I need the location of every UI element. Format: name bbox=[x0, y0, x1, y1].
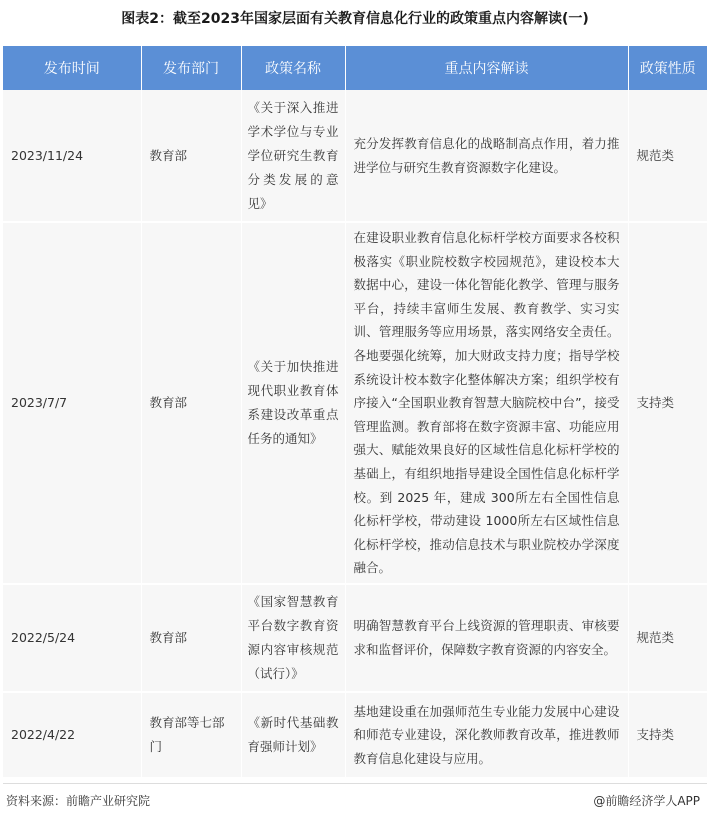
table-header-row bbox=[3, 46, 707, 90]
cell-date: 2022/4/22 bbox=[3, 692, 141, 778]
header-nature: 政策性质 bbox=[628, 46, 707, 90]
header-dept: 发布部门 bbox=[141, 46, 241, 90]
cell-date: 2023/11/24 bbox=[3, 90, 141, 222]
cell-nature: 支持类 bbox=[628, 692, 707, 778]
cell-dept: 教育部 bbox=[141, 584, 241, 692]
table-row bbox=[3, 90, 707, 222]
table-row bbox=[3, 692, 707, 778]
cell-policy-name: 《国家智慧教育平台数字教育资源内容审核规范（试行）》 bbox=[241, 584, 345, 692]
cell-policy-name: 《新时代基础教育强师计划》 bbox=[241, 692, 345, 778]
source-note: 资料来源：前瞻产业研究院 bbox=[6, 794, 151, 808]
cell-nature: 规范类 bbox=[628, 584, 707, 692]
brand-credit: @前瞻经济学人APP bbox=[593, 794, 700, 808]
figure-title: 图表2：截至2023年国家层面有关教育信息化行业的政策重点内容解读(一) bbox=[121, 11, 589, 27]
cell-content: 基地建设重在加强师范生专业能力发展中心建设和师范专业建设，深化教师教育改革，推进教师教育信息化建设与应用。 bbox=[345, 692, 628, 778]
cell-content: 充分发挥教育信息化的战略制高点作用，着力推进学位与研究生教育资源数字化建设。 bbox=[345, 90, 628, 222]
cell-policy-name: 《关于加快推进现代职业教育体系建设改革重点任务的通知》 bbox=[241, 222, 345, 584]
cell-date: 2022/5/24 bbox=[3, 584, 141, 692]
policy-table bbox=[3, 46, 707, 779]
footer-divider bbox=[3, 783, 707, 784]
cell-dept: 教育部 bbox=[141, 90, 241, 222]
cell-nature: 规范类 bbox=[628, 90, 707, 222]
cell-nature: 支持类 bbox=[628, 222, 707, 584]
cell-dept: 教育部 bbox=[141, 222, 241, 584]
cell-content: 在建设职业教育信息化标杆学校方面要求各校积极落实《职业院校数字校园规范》，建设校本大数据中心，建设一体化智能化教学、管理与服务平台，持续丰富师生发展、教育教学、实习实训、管理服务等应用场景，落实网络安全责任。各地要强化统筹，加大财政支持力度；指导学校系统设计校本数字化整体解决方案；组织学校有序接入“全国职业教育智慧大脑院校中台”，接受管理监测。教育部将在数字资源丰富、功能应用强大、赋能效果良好的区域性信息化标杆学校的基础上，有组织地指导建设全国性信息化标杆学校。到 2025 年，建成 300所左右全国性信息化标杆学校，带动建设 1000所左右区域性信息化标杆学校，推动信息技术与职业院校办学深度融合。 bbox=[345, 222, 628, 584]
table-row bbox=[3, 584, 707, 692]
header-content: 重点内容解读 bbox=[345, 46, 628, 90]
table-row bbox=[3, 222, 707, 584]
cell-dept: 教育部等七部门 bbox=[141, 692, 241, 778]
cell-policy-name: 《关于深入推进学术学位与专业学位研究生教育分类发展的意见》 bbox=[241, 90, 345, 222]
header-date: 发布时间 bbox=[3, 46, 141, 90]
header-name: 政策名称 bbox=[241, 46, 345, 90]
cell-content: 明确智慧教育平台上线资源的管理职责、审核要求和监督评价，保障数字教育资源的内容安全。 bbox=[345, 584, 628, 692]
cell-date: 2023/7/7 bbox=[3, 222, 141, 584]
